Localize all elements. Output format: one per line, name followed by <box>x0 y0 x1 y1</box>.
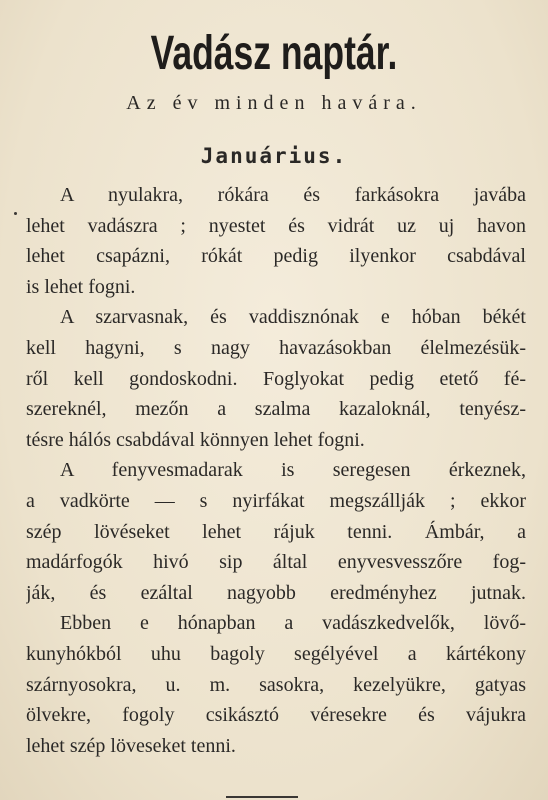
paragraph-1 <box>26 180 526 302</box>
body-text <box>26 180 526 761</box>
text-line: A szarvasnak, és vaddisznónak e hóban békét <box>60 306 526 329</box>
text-line: kunyhókból uhu bagoly segélyével a kártékony <box>26 642 526 665</box>
text-line: A nyulakra, rókára és farkásokra javába <box>60 184 526 206</box>
text-line: ről kell gondoskodni. Foglyokat pedig etető fé- <box>26 367 526 390</box>
text-line: szereknél, mezőn a szalma kazaloknál, tenyész- <box>26 398 526 421</box>
text-line: tésre hálós csabdával könnyen lehet fogni. <box>26 428 365 451</box>
text-line: ölvekre, fogoly csikásztó véresekre és vájukra <box>26 704 526 727</box>
text-line: madárfogók hivó sip által enyvesvesszőre fog- <box>26 551 526 574</box>
text-line: szárnyosokra, u. m. sasokra, kezelyükre, gatyas <box>26 673 526 696</box>
page-title: Vadász naptár. <box>150 27 398 80</box>
text-line: lehet csapázni, rókát pedig ilyenkor csabdával <box>26 245 526 268</box>
page-subtitle: Az év minden havára. <box>126 92 422 114</box>
text-line: lehet vadászra ; nyestet és vidrát uz uj havon <box>26 214 526 237</box>
text-line: ják, és ezáltal nagyobb eredményhez jutnak. <box>26 581 526 604</box>
text-line: is lehet fogni. <box>26 275 136 298</box>
text-line: kell hagyni, s nagy havazásokban élelmezésük- <box>26 336 526 359</box>
paragraph-2 <box>26 302 526 455</box>
ink-speck <box>14 212 17 215</box>
footer-rule <box>226 796 298 798</box>
text-line: Ebben e hónapban a vadászkedvelők, lövő- <box>60 612 526 635</box>
text-line: lehet szép löveseket tenni. <box>26 734 236 757</box>
text-line: a vadkörte — s nyirfákat megszállják ; ekkor <box>26 489 526 512</box>
month-heading: Januárius. <box>200 144 348 168</box>
text-line: A fenyvesmadarak is seregesen érkeznek, <box>60 459 526 482</box>
paragraph-3 <box>26 455 526 761</box>
text-line: szép lövéseket lehet rájuk tenni. Ámbár, a <box>26 520 526 543</box>
